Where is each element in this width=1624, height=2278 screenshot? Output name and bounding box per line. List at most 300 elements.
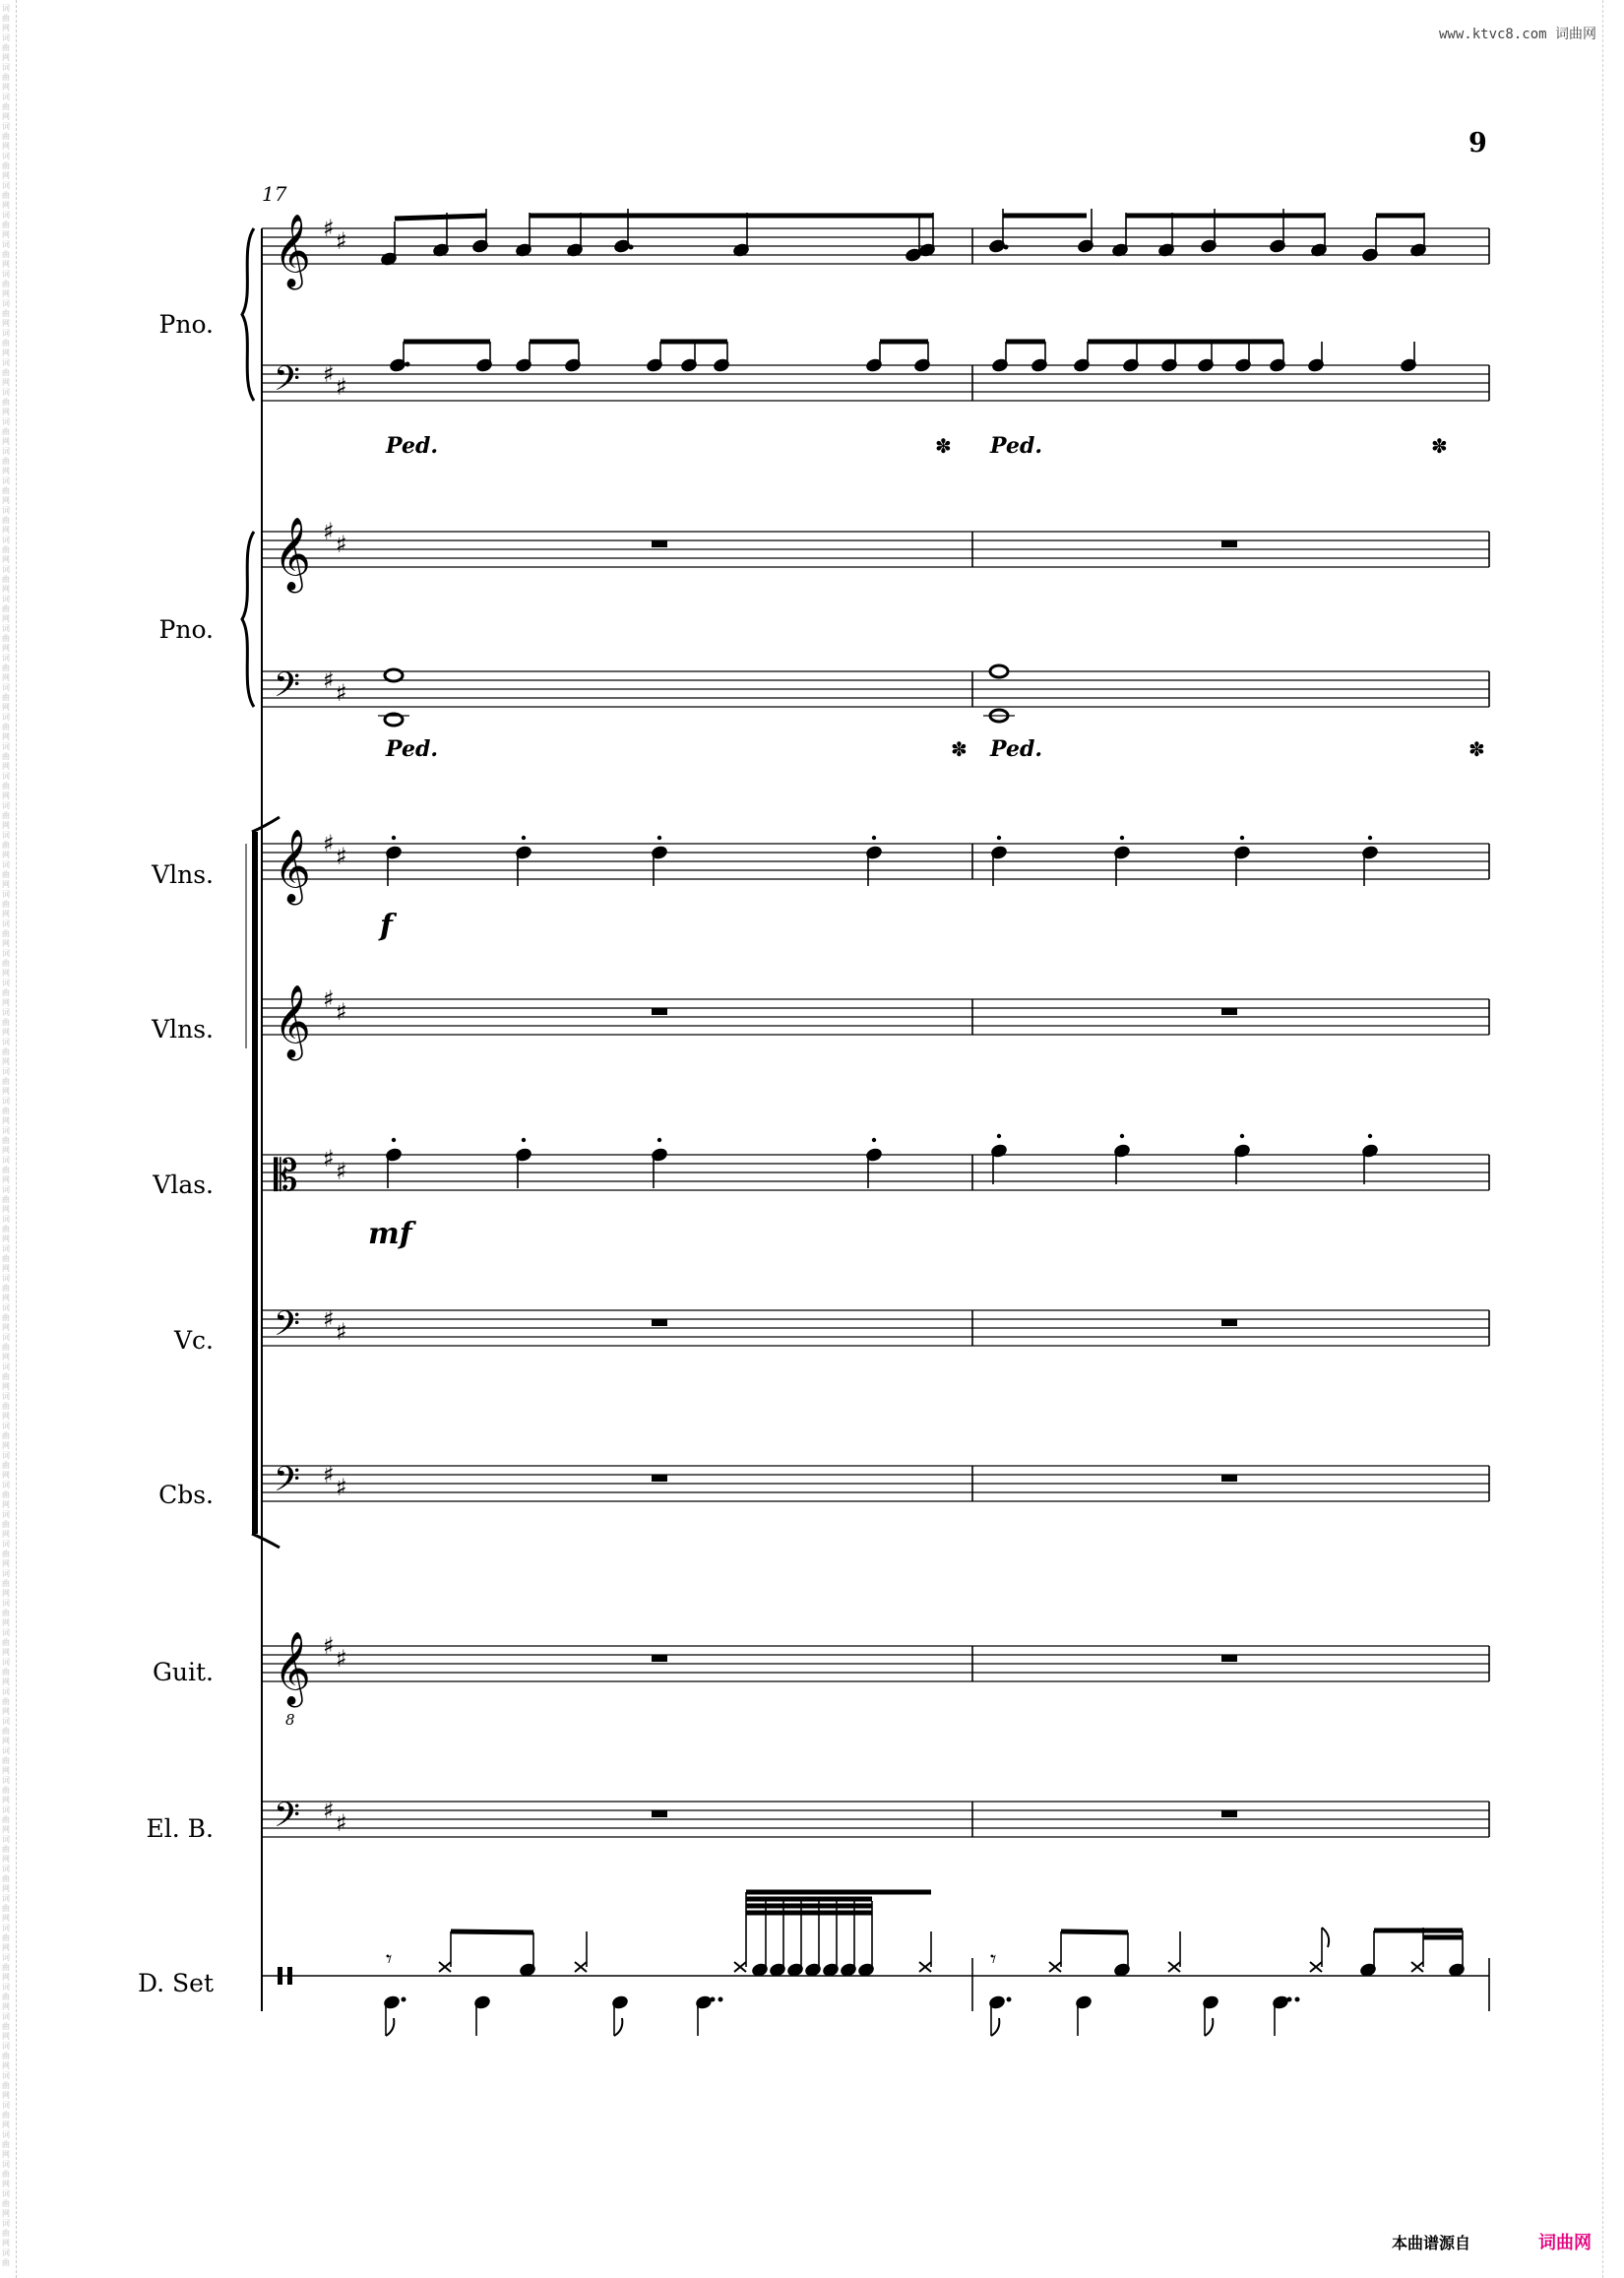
staccato-dot [997,1134,1001,1138]
sharp-icon: ♯ [323,1632,335,1660]
side-watermark-char: 词 [2,240,10,249]
side-watermark-char: 曲 [2,959,10,968]
side-watermark-char: 网 [2,762,10,771]
footer-source-label: 本曲谱源自 [1392,2234,1471,2252]
whole-rest [652,1008,667,1015]
side-watermark-char: 网 [2,2091,10,2100]
side-watermark-char: 曲 [2,191,10,200]
treble-clef-icon: 𝄞 [274,215,311,287]
side-watermark-char: 词 [2,742,10,751]
side-watermark-char: 网 [2,1796,10,1804]
staccato-dot [392,1138,396,1142]
staccato-dot [657,1138,661,1142]
side-watermark-char: 词 [2,1687,10,1696]
side-watermark-char: 词 [2,181,10,190]
side-watermark-char: 曲 [2,1136,10,1145]
instrument-label-vlns1: Vlns. [152,860,214,889]
side-watermark-char: 词 [2,1628,10,1637]
side-watermark-char: 曲 [2,2229,10,2238]
side-watermark-char: 网 [2,1323,10,1332]
pedal-up-mark: ✽ [1468,737,1485,761]
side-watermark-char: 曲 [2,870,10,879]
side-watermark-char: 网 [2,791,10,800]
alto-clef-icon: 𝄡 [274,1151,298,1201]
side-watermark-char: 网 [2,1175,10,1184]
side-watermark-char: 曲 [2,2022,10,2031]
side-watermark-char: 词 [2,772,10,781]
side-watermark-char: 词 [2,4,10,13]
side-watermark-char: 网 [2,1943,10,1952]
sharp-icon: ♯ [336,1474,347,1501]
side-watermark-char: 曲 [2,73,10,82]
notes-layer [378,209,1465,2036]
side-watermark-char: 曲 [2,1815,10,1824]
side-watermark-char: 网 [2,1884,10,1893]
side-watermark-char: 曲 [2,1107,10,1115]
side-watermark-char: 网 [2,644,10,653]
side-watermark-char: 词 [2,358,10,367]
side-watermark-char: 词 [2,1362,10,1371]
side-watermark-char: 曲 [2,752,10,761]
side-watermark-char: 词 [2,299,10,308]
side-watermark-char: 网 [2,526,10,535]
staccato-dot [1368,1134,1372,1138]
side-watermark-char: 词 [2,683,10,692]
side-watermark-char: 曲 [2,1638,10,1647]
side-watermark-char: 词 [2,536,10,544]
side-watermark-char: 网 [2,1116,10,1125]
side-watermark-char: 曲 [2,1727,10,1736]
side-watermark-char: 网 [2,1294,10,1302]
side-watermark-char: 曲 [2,280,10,288]
side-watermark-char: 曲 [2,988,10,997]
sharp-icon: ♯ [336,843,347,870]
side-watermark-char: 曲 [2,2111,10,2120]
whole-rest [1221,540,1237,547]
side-watermark-char: 曲 [2,1490,10,1499]
side-watermark-char: 网 [2,614,10,623]
sharp-icon: ♯ [323,1145,335,1172]
side-watermark-char: 网 [2,112,10,121]
side-watermark-char: 词 [2,595,10,603]
side-watermark-char: 曲 [2,221,10,229]
side-watermark-char: 曲 [2,1668,10,1677]
side-watermark-char: 网 [2,1530,10,1539]
staccato-dot [997,836,1001,840]
side-watermark-char: 曲 [2,1077,10,1086]
side-watermark-char: 词 [2,329,10,338]
x-notehead [734,1962,746,1972]
whole-rest [1221,1319,1237,1326]
side-watermark-char: 网 [2,998,10,1007]
side-watermark-char: 曲 [2,339,10,348]
x-notehead [1310,1962,1322,1972]
side-watermark-char: 词 [2,1717,10,1726]
pedal-up-mark: ✽ [1431,434,1448,458]
sharp-icon: ♯ [323,360,335,388]
side-watermark-char: 词 [2,1156,10,1165]
sharp-icon: ♯ [336,1809,347,1837]
side-watermark-char: 词 [2,63,10,72]
side-watermark-char: 词 [2,1303,10,1312]
side-watermark-char: 网 [2,2150,10,2159]
staccato-dot [522,1138,526,1142]
dynamic-mezzo-forte: mf [368,1217,412,1251]
whole-rest [1221,1655,1237,1662]
side-watermark-char: 网 [2,142,10,151]
side-watermark-char: 曲 [2,516,10,525]
pedal-down-mark: Ped. [386,433,438,459]
strings-bracket [252,1534,280,1548]
side-watermark-char: 网 [2,673,10,682]
measure-number: 17 [262,182,287,206]
side-watermark-char: 曲 [2,1963,10,1972]
side-watermark-char: 曲 [2,811,10,820]
side-watermark-char: 词 [2,624,10,633]
sharp-icon: ♯ [323,666,335,694]
side-watermark-char: 词 [2,2071,10,2080]
side-watermark-char: 词 [2,152,10,160]
side-watermark-char: 曲 [2,1550,10,1558]
side-watermark-char: 曲 [2,14,10,23]
x-notehead [1411,1962,1423,1972]
side-watermark-char: 网 [2,2032,10,2041]
dot [1295,1997,1300,2002]
side-watermark-char: 词 [2,93,10,101]
side-watermark-char: 网 [2,319,10,328]
side-watermark-char: 网 [2,1825,10,1834]
side-watermark-char: 网 [2,1382,10,1391]
side-watermark-char: 词 [2,1422,10,1430]
side-watermark-char: 网 [2,732,10,741]
side-watermark-char: 词 [2,860,10,869]
side-watermark-char: 网 [2,1973,10,1982]
side-watermark-char: 网 [2,24,10,32]
side-watermark-char: 网 [2,821,10,830]
bass-clef-icon: 𝄢 [274,1303,301,1352]
side-watermark-char: 曲 [2,900,10,909]
side-watermark-char: 曲 [2,1225,10,1234]
flag [386,2018,394,2036]
side-watermark-char: 词 [2,211,10,220]
sharp-icon: ♯ [336,998,347,1026]
sharp-icon: ♯ [336,373,347,401]
octave-mark: 8 [285,1711,295,1729]
side-watermark-char: 网 [2,1264,10,1273]
flag [1322,1928,1329,1947]
side-watermark-char: 词 [2,2130,10,2139]
dot [402,1997,406,2002]
side-watermark-char: 词 [2,1776,10,1785]
staccato-dot [1240,836,1244,840]
side-watermark-char: 网 [2,1648,10,1657]
side-watermark-char: 网 [2,555,10,564]
side-watermark-char: 曲 [2,398,10,407]
side-watermark-char: 网 [2,1766,10,1775]
side-watermark-char: 词 [2,1894,10,1903]
side-watermark-char: 网 [2,201,10,210]
side-watermark-char: 网 [2,1441,10,1450]
side-watermark-char: 网 [2,910,10,918]
side-watermark-char: 词 [2,1274,10,1283]
side-watermark-char: 词 [2,831,10,840]
header-watermark: www.ktvc8.com 词曲网 [1439,27,1597,42]
sharp-icon: ♯ [323,1461,335,1488]
side-watermark-char: 网 [2,1057,10,1066]
whole-rest [652,540,667,547]
piano-brace [242,228,254,401]
whole-rest [652,1319,667,1326]
whole-rest [1221,1475,1237,1482]
side-watermark-char: 网 [2,1914,10,1923]
side-watermark-char: 网 [2,378,10,387]
side-watermark-char: 网 [2,1618,10,1627]
side-watermark-char: 网 [2,1589,10,1598]
side-watermark-char: 曲 [2,2140,10,2149]
strings-bracket [252,832,258,1534]
side-watermark-char: 词 [2,565,10,574]
instrument-label-vlns2: Vlns. [152,1015,214,1044]
side-watermark-char: 词 [2,1658,10,1667]
side-watermark-char: 网 [2,260,10,269]
side-watermark-char: 曲 [2,693,10,702]
sharp-icon: ♯ [336,531,347,558]
side-watermark-char: 网 [2,703,10,712]
dot [718,1997,723,2002]
side-watermark-char: 网 [2,2209,10,2218]
sharp-icon: ♯ [336,1645,347,1673]
beam [451,1931,533,1932]
whole-rest [652,1810,667,1817]
instrument-label-vc: Vc. [173,1326,214,1355]
treble-clef-icon: 𝄞 [274,830,311,903]
side-watermark-char: 词 [2,1599,10,1608]
side-watermark-char: 词 [2,122,10,131]
side-watermark-char: 网 [2,1500,10,1509]
pedal-down-mark: Ped. [990,433,1042,459]
side-watermark-char: 曲 [2,1904,10,1913]
whole-rest [652,1655,667,1662]
side-watermark-char: 曲 [2,1402,10,1411]
whole-rest [652,1475,667,1482]
side-watermark-char: 曲 [2,664,10,672]
side-watermark-char: 网 [2,348,10,357]
side-watermark-char: 曲 [2,1845,10,1854]
side-watermark-char: 词 [2,1983,10,1992]
staccato-dot [657,836,661,840]
side-watermark-char: 网 [2,1707,10,1716]
sharp-icon: ♯ [323,518,335,545]
side-watermark-char: 词 [2,1392,10,1401]
sharp-icon: ♯ [323,830,335,857]
side-watermark-char: 曲 [2,1018,10,1027]
bass-clef-icon: 𝄢 [274,664,301,713]
side-watermark-char: 词 [2,1924,10,1932]
side-watermark-char: 曲 [2,486,10,495]
side-watermark-char: 网 [2,2120,10,2129]
instrument-label-pno1-treble: Pno. [158,310,214,339]
side-watermark-char: 曲 [2,604,10,613]
flag [991,2018,999,2036]
side-watermark-char: 词 [2,1244,10,1253]
side-watermark-char: 曲 [2,368,10,377]
side-watermark-char: 词 [2,2042,10,2051]
beam [1061,1931,1128,1932]
sharp-icon: ♯ [336,227,347,255]
side-watermark-char: 曲 [2,2199,10,2208]
side-watermark-char: 网 [2,230,10,239]
sharp-icon: ♯ [323,215,335,242]
side-watermark-char: 曲 [2,1697,10,1706]
side-watermark-char: 曲 [2,427,10,436]
side-watermark-char: 曲 [2,1933,10,1942]
side-watermark-char: 词 [2,949,10,958]
beam [395,216,486,219]
side-watermark-char: 词 [2,417,10,426]
side-watermark-char: 词 [2,476,10,485]
side-watermark-char: 曲 [2,1520,10,1529]
side-watermark-char: 网 [2,1205,10,1214]
staff-layer [242,228,1489,2011]
instrument-label-guit: Guit. [152,1658,214,1686]
side-watermark-char: 网 [2,289,10,298]
pedal-up-mark: ✽ [935,434,952,458]
side-watermark-char: 网 [2,171,10,180]
side-watermark-char: 曲 [2,1993,10,2001]
instrument-label-vlas: Vlas. [153,1171,214,1199]
side-watermark-char: 曲 [2,102,10,111]
side-watermark-char: 网 [2,1855,10,1864]
eighth-rest-icon: 𝄾 [386,1945,393,1973]
side-watermark-char: 曲 [2,1786,10,1795]
side-watermark-char: 网 [2,969,10,978]
side-watermark-char: 词 [2,2012,10,2021]
side-watermark-char: 词 [2,1333,10,1342]
x-notehead [439,1962,451,1972]
side-watermark-char: 曲 [2,161,10,170]
side-watermark-char: 词 [2,33,10,42]
side-watermark-char: 曲 [2,250,10,259]
side-watermark-char: 网 [2,880,10,889]
instrument-label-pno2-treble: Pno. [158,615,214,644]
side-watermark-char: 词 [2,890,10,899]
dot [406,362,410,367]
side-watermark-char: 曲 [2,1343,10,1352]
side-watermark-char: 词 [2,1215,10,1224]
side-watermark-char: 词 [2,979,10,987]
side-watermark-char: 网 [2,1559,10,1568]
side-watermark-char: 曲 [2,1874,10,1883]
side-watermark-char: 网 [2,1234,10,1243]
side-watermark-char: 网 [2,437,10,446]
side-watermark-char: 曲 [2,1254,10,1263]
side-watermark-char: 词 [2,1126,10,1135]
side-watermark-char: 网 [2,1028,10,1037]
side-watermark-char: 曲 [2,1579,10,1588]
side-watermark-char: 词 [2,1067,10,1076]
staccato-dot [872,836,876,840]
pedal-up-mark: ✽ [951,737,968,761]
side-watermark-char: 词 [2,654,10,663]
staccato-dot [1120,1134,1124,1138]
staccato-dot [1120,836,1124,840]
side-watermark-char: 词 [2,713,10,722]
side-watermark-char: 曲 [2,2081,10,2090]
side-watermark-char: 曲 [2,1166,10,1174]
side-watermark-char: 词 [2,388,10,397]
side-watermark-char: 词 [2,2219,10,2228]
instrument-label-dset: D. Set [137,1969,214,1997]
side-watermark-char: 词 [2,2248,10,2257]
side-watermark-char: 曲 [2,2052,10,2060]
whole-rest [1221,1810,1237,1817]
bass-clef-icon: 𝄢 [274,358,301,407]
piano-brace [242,532,254,707]
staccato-dot [522,836,526,840]
side-watermark-char: 网 [2,83,10,92]
flag [1205,2018,1213,2036]
side-watermark-char: 词 [2,2101,10,2110]
instrument-label-elb: El. B. [146,1814,214,1843]
side-watermark-char: 曲 [2,1431,10,1440]
page-number: 9 [1468,128,1487,158]
dynamic-forte: f [380,909,393,943]
side-watermark-char: 曲 [2,43,10,52]
side-watermark-char: 词 [2,1805,10,1814]
side-watermark-char: 网 [2,1412,10,1421]
treble-clef-icon: 𝄞 [274,518,311,591]
side-watermark-char: 曲 [2,1609,10,1617]
sharp-icon: ♯ [336,1318,347,1346]
side-watermark-char: 词 [2,1953,10,1962]
side-watermark-char: 网 [2,1737,10,1745]
side-watermark-char: 网 [2,2002,10,2011]
side-watermark-char: 词 [2,1481,10,1489]
bass-clef-icon: 𝄢 [274,1795,301,1843]
side-watermark-char: 曲 [2,1313,10,1322]
x-notehead [1049,1962,1061,1972]
dot [1004,245,1009,250]
whole-rest [1221,1008,1237,1015]
side-watermark-char: 词 [2,1008,10,1017]
side-watermark-char: 词 [2,506,10,515]
side-watermark-char: 网 [2,496,10,505]
staccato-dot [1368,836,1372,840]
side-watermark-char: 网 [2,1471,10,1480]
sharp-icon: ♯ [323,1305,335,1333]
whole-note [990,665,1008,677]
side-watermark-char: 曲 [2,575,10,584]
side-watermark-char: 网 [2,1677,10,1686]
text-layer [138,182,1485,1997]
side-watermark-char: 词 [2,1451,10,1460]
side-watermark-char: 词 [2,1185,10,1194]
side-watermark-char: 词 [2,2189,10,2198]
staccato-dot [1240,1134,1244,1138]
side-watermark-char: 词 [2,270,10,279]
x-notehead [1168,1962,1180,1972]
whole-note [385,669,403,681]
x-notehead [919,1962,931,1972]
side-watermark-char: 词 [2,1865,10,1873]
side-watermark-char: 词 [2,1038,10,1046]
sharp-icon: ♯ [336,1158,347,1185]
side-watermark-char: 曲 [2,309,10,318]
side-watermark-char: 词 [2,2160,10,2169]
dot [711,1997,716,2002]
staccato-dot [872,1138,876,1142]
side-watermark-char: 曲 [2,723,10,731]
